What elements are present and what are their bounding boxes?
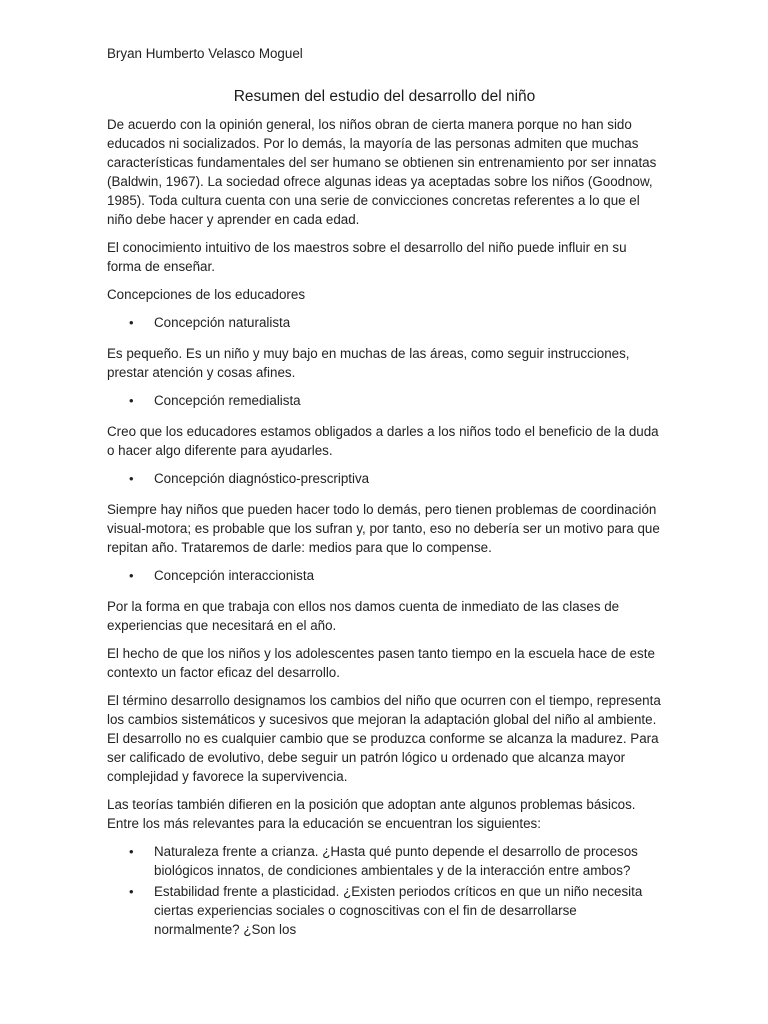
document-title: Resumen del estudio del desarrollo del niño — [233, 88, 536, 105]
paragraph-development-definition: El término desarrollo designamos los cambios del niño que ocurren con el tiempo, representa los cambios sistemáticos y sucesivos que mejoran la adaptación global del niño al ambiente. El desarrollo no es cualquier cambio que se produzca conforme se alcanza la madurez. Para ser calificado de evolutivo, debe seguir un patrón lógico u ordenado que alcanza mayor complejidad y favorece la supervivencia. — [107, 693, 661, 784]
author-name: Bryan Humberto Velasco Moguel — [107, 46, 303, 61]
list-item — [107, 842, 662, 880]
bullet-list-remedialista — [107, 391, 662, 410]
bullet-icon: • — [129, 844, 134, 859]
list-item-text: Concepción diagnóstico-prescriptiva — [154, 471, 370, 486]
list-item-text: Naturaleza frente a crianza. ¿Hasta qué punto depende el desarrollo de procesos biológicos innatos, de condiciones ambientales y de la interacción entre ambos? — [154, 844, 638, 878]
bullet-icon: • — [129, 315, 134, 330]
bullet-icon: • — [129, 568, 134, 583]
list-item-text: Concepción naturalista — [154, 315, 291, 330]
bullet-icon: • — [129, 393, 134, 408]
paragraph-intuitive-knowledge: El conocimiento intuitivo de los maestros sobre el desarrollo del niño puede influir en su forma de enseñar. — [107, 240, 627, 274]
list-item-text: Concepción remedialista — [154, 393, 301, 408]
bullet-list-diagnostico — [107, 469, 662, 488]
bullet-list-issues — [107, 842, 662, 939]
list-item-text: Estabilidad frente a plasticidad. ¿Existen periodos críticos en que un niño necesita ciertas experiencias sociales o cognoscitivas con el fin de desarrollarse normalmente? ¿Son los — [154, 884, 643, 937]
bullet-icon: • — [129, 884, 134, 899]
bullet-icon: • — [129, 471, 134, 486]
list-item — [107, 566, 662, 585]
paragraph-theories: Las teorías también difieren en la posición que adoptan ante algunos problemas básicos. Entre los más relevantes para la educación se encuentran los siguientes: — [107, 797, 636, 831]
list-item-text: Concepción interaccionista — [154, 568, 315, 583]
bullet-list-naturalista — [107, 313, 662, 332]
list-item — [107, 469, 662, 488]
paragraph-naturalista: Es pequeño. Es un niño y muy bajo en muchas de las áreas, como seguir instrucciones, prestar atención y cosas afines. — [107, 346, 630, 380]
list-item — [107, 313, 662, 332]
list-item — [107, 391, 662, 410]
paragraph-diagnostico: Siempre hay niños que pueden hacer todo lo demás, pero tienen problemas de coordinación visual-motora; es probable que los sufran y, por tanto, eso no debería ser un motivo para que repitan año. Trataremos de darle: medios para que lo compense. — [107, 502, 660, 555]
paragraph-intro: De acuerdo con la opinión general, los niños obran de cierta manera porque no han sido educados ni socializados. Por lo demás, la mayoría de las personas admiten que muchas características fundamentales del ser humano se obtienen sin entrenamiento por ser innatas (Baldwin, 1967). La sociedad ofrece algunas ideas ya aceptadas sobre los niños (Goodnow, 1985). Toda cultura cuenta con una serie de convicciones concretas referentes a lo que el niño debe hacer y aprender en cada edad. — [107, 117, 657, 227]
paragraph-interaccionista: Por la forma en que trabaja con ellos nos damos cuenta de inmediato de las clases de experiencias que necesitará en el año. — [107, 599, 620, 633]
paragraph-remedialista: Creo que los educadores estamos obligados a darles a los niños todo el beneficio de la duda o hacer algo diferente para ayudarles. — [107, 424, 659, 458]
bullet-list-interaccionista — [107, 566, 662, 585]
paragraph-school-context: El hecho de que los niños y los adolescentes pasen tanto tiempo en la escuela hace de este contexto un factor eficaz del desarrollo. — [107, 646, 655, 680]
paragraph-conceptions-heading: Concepciones de los educadores — [107, 287, 306, 302]
list-item — [107, 882, 662, 939]
